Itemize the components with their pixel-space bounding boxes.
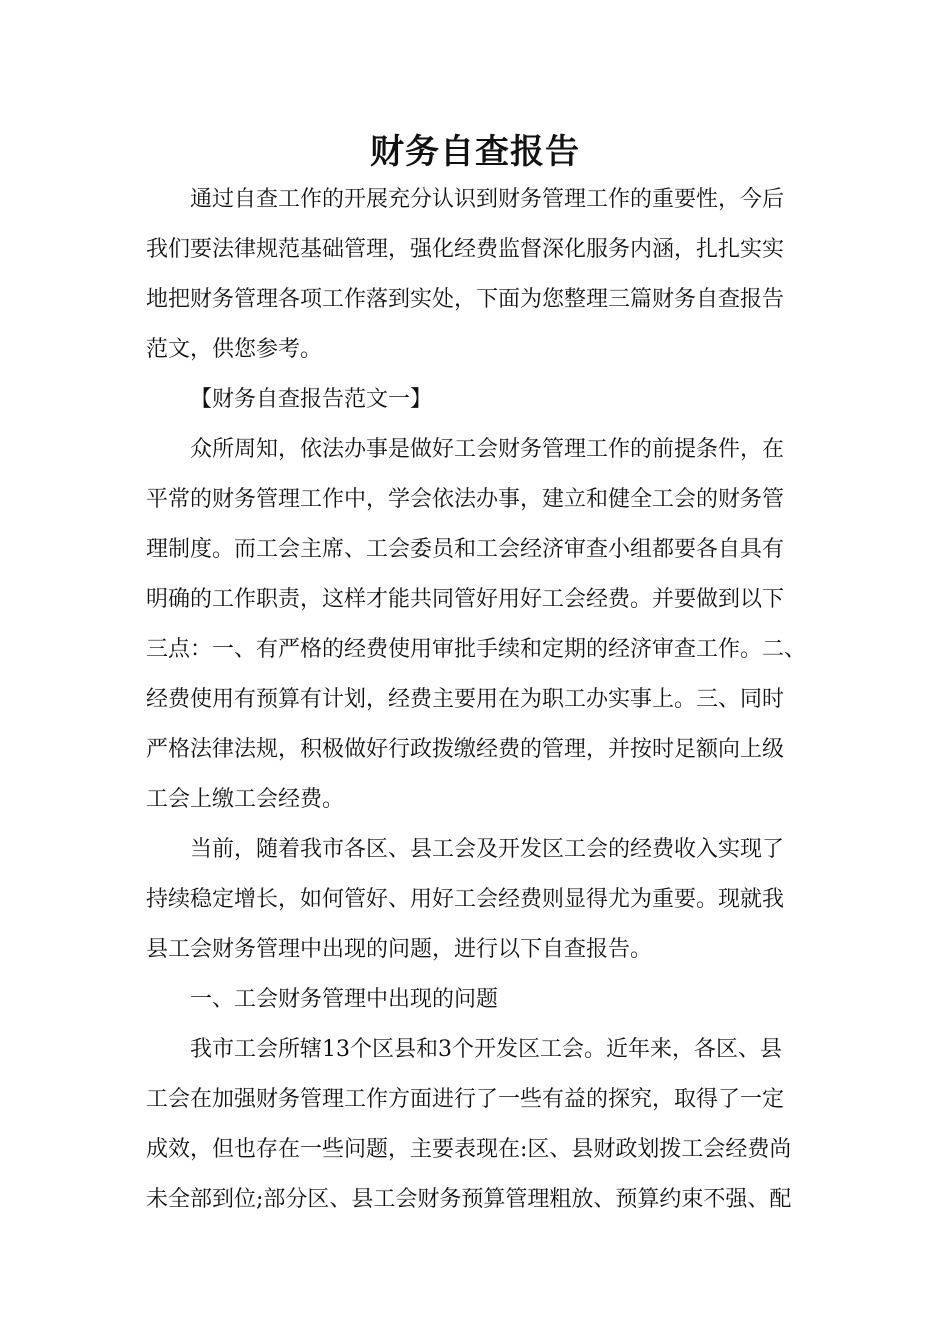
text-line: 众所周知，依法办事是做好工会财务管理工作的前提条件，在	[190, 437, 785, 462]
text-line: 工会在加强财务管理工作方面进行了一些有益的探究，取得了一定	[146, 1087, 785, 1112]
text-line: 理制度。而工会主席、工会委员和工会经济审查小组都要各自具有	[146, 537, 785, 562]
section-heading: 一、工会财务管理中出现的问题	[190, 987, 499, 1012]
text-line: 通过自查工作的开展充分认识到财务管理工作的重要性，今后	[190, 187, 785, 212]
text-line: 成效，但也存在一些问题，主要表现在:区、县财政划拨工会经费尚	[146, 1137, 792, 1162]
text-line: 地把财务管理各项工作落到实处，下面为您整理三篇财务自查报告	[146, 287, 785, 312]
text-line: 当前，随着我市各区、县工会及开发区工会的经费收入实现了	[190, 837, 785, 862]
document-title: 财务自查报告	[370, 132, 580, 172]
text-line: 持续稳定增长，如何管好、用好工会经费则显得尤为重要。现就我	[146, 887, 785, 912]
text-line: 县工会财务管理中出现的问题，进行以下自查报告。	[146, 937, 653, 962]
text-line: 三点：一、有严格的经费使用审批手续和定期的经济审查工作。二、	[146, 637, 807, 662]
text-line: 未全部到位;部分区、县工会财务预算管理粗放、预算约束不强、配	[146, 1187, 792, 1212]
text-line: 平常的财务管理工作中，学会依法办事，建立和健全工会的财务管	[146, 487, 785, 512]
section-heading: 【财务自查报告范文一】	[190, 387, 433, 412]
text-line: 工会上缴工会经费。	[146, 787, 345, 812]
text-line: 严格法律法规，积极做好行政拨缴经费的管理，并按时足额向上级	[146, 737, 785, 762]
text-line: 经费使用有预算有计划，经费主要用在为职工办实事上。三、同时	[146, 687, 785, 712]
text-line: 明确的工作职责，这样才能共同管好用好工会经费。并要做到以下	[146, 587, 785, 612]
text-line: 范文，供您参考。	[146, 337, 323, 362]
text-line: 我市工会所辖13个区县和3个开发区工会。近年来，各区、县	[190, 1037, 782, 1062]
text-line: 我们要法律规范基础管理，强化经费监督深化服务内涵，扎扎实实	[146, 237, 785, 262]
